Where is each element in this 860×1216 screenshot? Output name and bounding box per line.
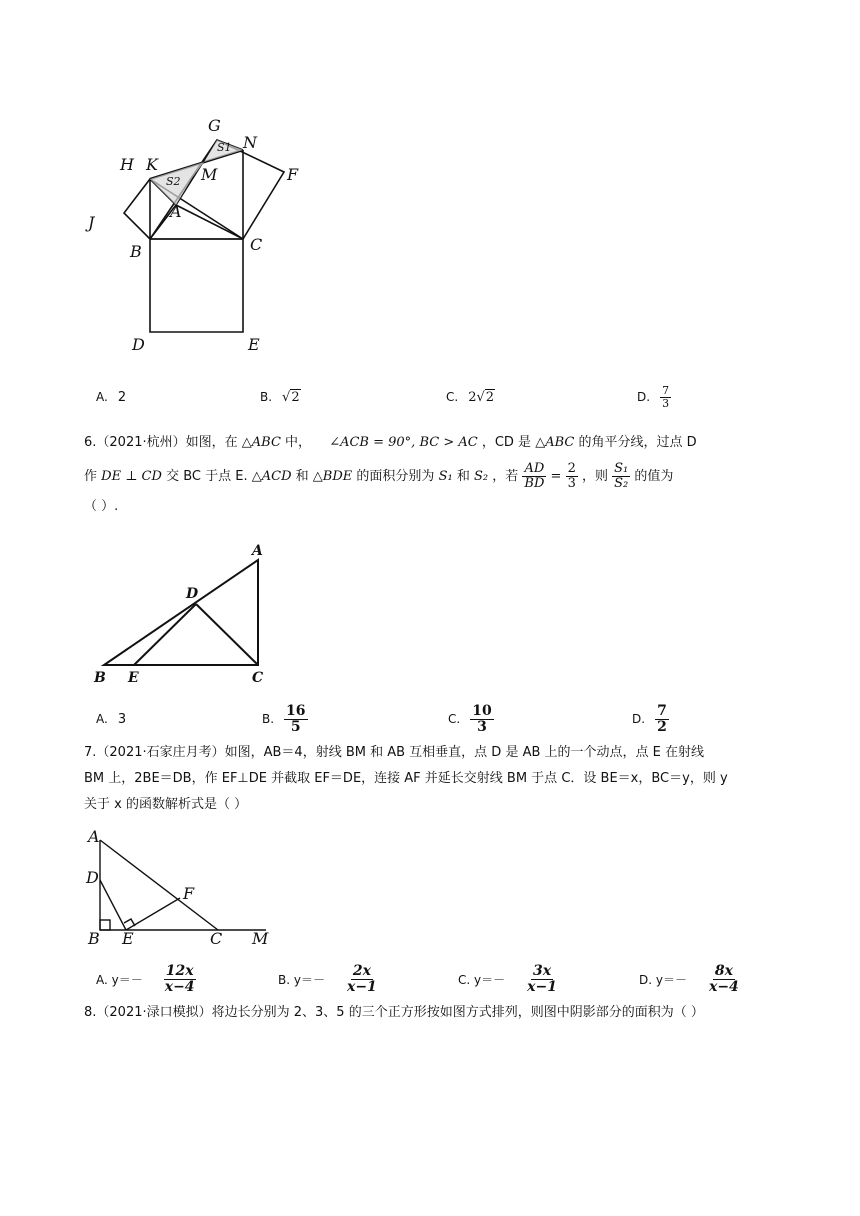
question-8 xyxy=(84,1000,784,1026)
q7-line1: 7.（2021·石家庄月考）如图，AB＝4，射线 BM 和 AB 互相垂直，点 D 是 AB 上的一个动点，点 E 在射线 xyxy=(84,745,705,760)
q7-option-a[interactable]: A. y＝－ $\frac{12x}{x-4}$ xyxy=(96,962,195,995)
label-F: F xyxy=(183,884,195,903)
q7-option-c[interactable]: C. y＝－ $\frac{3x}{x-1}$ xyxy=(458,962,557,995)
label-H: H xyxy=(120,155,134,174)
question-6 xyxy=(84,428,784,522)
label-S1: S1 xyxy=(217,141,232,154)
q6-line2: 作 DE ⊥ CD 交 BC 于点 E. △ACD 和 △BDE 的面积分别为 S₁ 和 S₂ ，若 $\frac{AD}{BD}$ = $\frac{2}{3}$ ，则 $\frac{\text{S₁}}{\text{S₂}}$ 的值为 xyxy=(84,461,674,491)
label-B: B xyxy=(88,929,100,948)
label-N: N xyxy=(243,133,257,152)
label-A: A xyxy=(252,543,263,559)
label-D: D xyxy=(186,586,199,602)
label-E: E xyxy=(248,335,260,354)
q7-line2: BM 上，2BE＝DB，作 EF⊥DE 并截取 EF＝DE，连接 AF 并延长交射线 BM 于点 C．设 BE＝x，BC＝y，则 y xyxy=(84,771,728,786)
q6-option-d[interactable]: D. $\frac{7}{2}$ xyxy=(632,702,667,735)
sqrt-expr: √2 xyxy=(282,389,300,405)
figure-q7-ray xyxy=(80,826,280,950)
question-7 xyxy=(84,740,784,818)
q8-line1: 8.（2021·渌口模拟）将边长分别为 2、3、5 的三个正方形按如图方式排列，则图中阴影部分的面积为（ ） xyxy=(84,1005,704,1020)
label-J: J xyxy=(88,213,95,232)
label-E: E xyxy=(122,929,134,948)
q7-option-b[interactable]: B. y＝－ $\frac{2x}{x-1}$ xyxy=(278,962,377,995)
q5-option-d[interactable]: D. $\frac{7}{3}$ xyxy=(637,383,670,410)
q5-option-a[interactable]: A. 2 xyxy=(96,389,127,405)
q6-option-b[interactable]: B. $\frac{16}{5}$ xyxy=(262,702,306,735)
label-E: E xyxy=(128,670,139,686)
label-K: K xyxy=(146,155,158,174)
q5-options xyxy=(96,382,796,412)
label-C: C xyxy=(210,929,223,948)
label-M: M xyxy=(252,929,269,948)
label-G: G xyxy=(208,116,221,135)
label-B: B xyxy=(94,670,106,686)
label-C: C xyxy=(252,670,264,686)
label-B: B xyxy=(130,242,142,261)
label-F: F xyxy=(287,165,299,184)
label-M: M xyxy=(201,165,218,184)
q6-option-a[interactable]: A. 3 xyxy=(96,711,127,727)
label-C: C xyxy=(250,235,263,254)
q7-options xyxy=(96,962,796,996)
figure-q6-triangle xyxy=(88,540,278,690)
label-D: D xyxy=(86,868,99,887)
label-D: D xyxy=(132,335,145,354)
q6-line3: （ ）. xyxy=(84,499,119,514)
figure-pythagoras-squares xyxy=(80,110,340,360)
q7-line3: 关于 x 的函数解析式是（ ） xyxy=(84,797,248,812)
q5-option-b[interactable]: B. √2 xyxy=(260,389,300,405)
q6-line1: 6.（2021·杭州）如图，在 △ABC 中， ∠ACB = 90°, BC > AC ，CD 是 △ABC 的角平分线，过点 D xyxy=(84,435,697,450)
q6-option-c[interactable]: C. $\frac{10}{3}$ xyxy=(448,702,492,735)
q7-option-d[interactable]: D. y＝－ $\frac{8x}{x-4}$ xyxy=(639,962,739,995)
q6-options xyxy=(96,702,796,736)
label-A: A xyxy=(170,202,182,221)
q5-option-c[interactable]: C. 2√2 xyxy=(446,389,495,405)
label-S2: S2 xyxy=(166,175,181,188)
label-A: A xyxy=(88,827,100,846)
